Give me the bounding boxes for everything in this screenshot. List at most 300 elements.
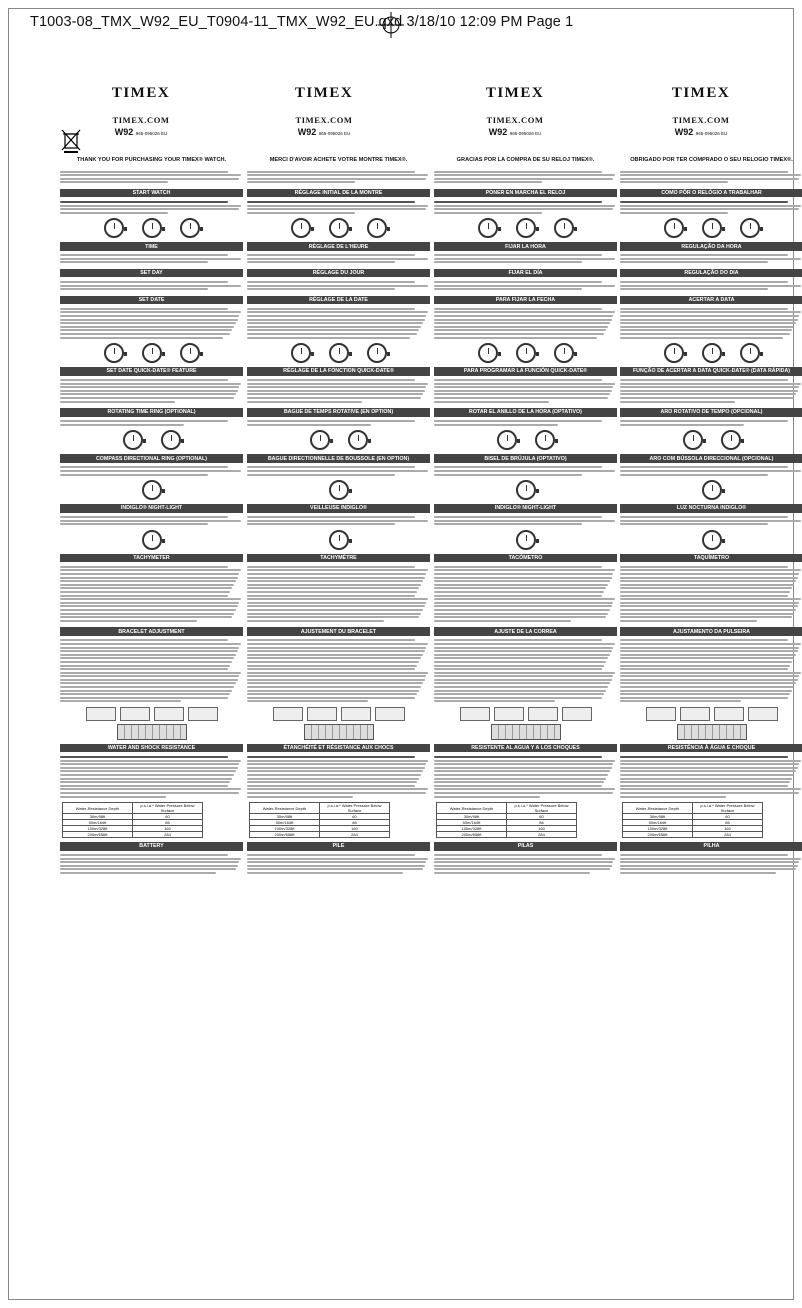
text-line — [247, 319, 425, 321]
text-line — [60, 700, 181, 702]
column-title: THANK YOU FOR PURCHASING YOUR TIMEX® WATCH. — [76, 157, 227, 163]
section-heading: RÉGLAGE DE L'HEURE — [247, 242, 430, 250]
section — [247, 189, 430, 238]
text-line — [247, 587, 419, 589]
text-line — [620, 620, 757, 622]
text-line — [434, 401, 549, 403]
text-line — [434, 174, 615, 176]
text-line — [620, 598, 801, 600]
text-line — [620, 205, 801, 207]
model-code: 965-095026 EU — [695, 131, 728, 136]
table-cell: 160 — [507, 826, 577, 832]
table-cell: 100m/328ft — [63, 826, 133, 832]
water-resistance-table — [622, 802, 763, 838]
text-line — [247, 281, 415, 283]
bracelet-diagram — [620, 707, 802, 721]
text-line — [60, 609, 236, 611]
text-line — [620, 639, 788, 641]
watch-icon — [367, 343, 387, 363]
text-line — [60, 605, 238, 607]
section-heading: SET DATE QUICK-DATE® FEATURE — [60, 367, 243, 375]
section — [60, 842, 243, 876]
section-heading: REGULAÇÃO DA HORA — [620, 242, 802, 250]
bracelet-diagram — [60, 707, 243, 721]
section-heading: RÉGLAGE DE LA FONCTION QUICK-DATE® — [247, 367, 430, 375]
text-line — [247, 393, 423, 395]
bracelet-step-icon — [494, 707, 524, 721]
column-title: MERCI D'AVOIR ACHETÉ VOTRE MONTRE TIMEX®. — [269, 157, 408, 163]
text-line — [434, 591, 604, 593]
text-line — [434, 523, 582, 525]
text-line — [247, 686, 421, 688]
watch-icon — [329, 343, 349, 363]
watch-icon — [516, 218, 536, 238]
text-line — [60, 401, 175, 403]
text-line — [60, 668, 228, 670]
watch-diagram — [434, 218, 617, 238]
section-body — [434, 199, 617, 215]
text-line — [247, 308, 415, 310]
section — [247, 554, 430, 623]
text-line — [620, 872, 776, 874]
section — [620, 504, 802, 550]
text-line — [60, 516, 228, 518]
bracelet-icon — [304, 724, 374, 740]
text-line — [434, 643, 615, 645]
bracelet-step-icon — [680, 707, 710, 721]
watch-icon — [142, 530, 162, 550]
bracelet-step-icon — [307, 707, 337, 721]
watch-icon — [516, 343, 536, 363]
section-body — [60, 853, 243, 876]
section — [620, 454, 802, 500]
text-line — [247, 201, 415, 203]
section — [60, 367, 243, 404]
section — [247, 504, 430, 550]
text-line — [620, 643, 801, 645]
table-header-cell: p.s.i.a.* Water Pressure Below Surface — [133, 803, 203, 814]
watch-icon — [740, 218, 760, 238]
section-heading: TIME — [60, 242, 243, 250]
text-line — [434, 379, 602, 381]
text-line — [60, 322, 236, 324]
instruction-column — [434, 157, 617, 1282]
text-line — [434, 420, 602, 422]
brand-logo: TIMEX — [111, 85, 171, 101]
watch-icon — [142, 218, 162, 238]
table-cell: 160 — [320, 826, 390, 832]
section-heading: PONER EN MARCHA EL RELOJ — [434, 189, 617, 197]
column-header — [234, 85, 414, 137]
watch-icon — [142, 343, 162, 363]
section-heading: RESISTÊNCIA À ÁGUA E CHOQUE — [620, 744, 802, 752]
model-number: W92 965-095026 EU — [297, 127, 351, 137]
watch-diagram — [247, 480, 430, 500]
model-code: 965-095026 EU — [318, 131, 351, 136]
text-line — [60, 616, 232, 618]
text-line — [434, 792, 613, 794]
text-line — [620, 288, 768, 290]
text-line — [434, 329, 606, 331]
intro-text — [60, 169, 243, 185]
text-line — [434, 208, 613, 210]
text-line — [620, 861, 799, 863]
text-line — [247, 254, 415, 256]
text-line — [60, 591, 230, 593]
section-body — [247, 853, 430, 876]
text-line — [247, 682, 423, 684]
bracelet-step-icon — [748, 707, 778, 721]
section — [620, 296, 802, 363]
text-line — [247, 390, 425, 392]
text-line — [620, 858, 801, 860]
text-line — [247, 337, 410, 339]
text-line — [434, 178, 613, 180]
watch-icon — [683, 430, 703, 450]
text-line — [247, 868, 423, 870]
section-heading: ARO ROTATIVO DE TEMPO (OPCIONAL) — [620, 408, 802, 416]
section-heading: ROTATING TIME RING (OPTIONAL) — [60, 408, 243, 416]
text-line — [247, 665, 417, 667]
brand-logo: TIMEX — [294, 85, 354, 101]
table-cell: 50m/164ft — [437, 820, 507, 826]
water-resistance-table — [436, 802, 577, 838]
text-line — [247, 322, 423, 324]
text-line — [60, 858, 241, 860]
watch-diagram — [620, 218, 802, 238]
section — [620, 367, 802, 404]
text-line — [60, 788, 241, 790]
section-heading: COMPASS DIRECTIONAL RING (OPTIONAL) — [60, 454, 243, 462]
watch-icon — [367, 218, 387, 238]
text-line — [60, 171, 228, 173]
table-cell: 50m/164ft — [63, 820, 133, 826]
watch-icon — [310, 430, 330, 450]
text-line — [247, 639, 415, 641]
section-heading: FUNÇÃO DE ACERTAR A DATA QUICK-DATE® (DATA RÁPIDA) — [620, 367, 802, 375]
section-body — [247, 306, 430, 340]
section — [620, 189, 802, 238]
text-line — [60, 569, 241, 571]
section-body — [620, 515, 802, 527]
text-line — [247, 770, 423, 772]
text-line — [620, 595, 788, 597]
text-line — [60, 672, 241, 674]
text-line — [247, 643, 428, 645]
brand-logo: TIMEX — [485, 85, 545, 101]
text-line — [247, 598, 428, 600]
text-line — [620, 390, 798, 392]
bracelet-icon — [117, 724, 187, 740]
text-line — [60, 208, 239, 210]
watch-icon — [142, 480, 162, 500]
watch-icon — [104, 343, 124, 363]
text-line — [60, 311, 241, 313]
section-body — [620, 199, 802, 215]
section — [60, 554, 243, 623]
model-number: W92 965-095026 EU — [674, 127, 728, 137]
text-line — [60, 682, 236, 684]
text-line — [60, 566, 228, 568]
text-line — [620, 672, 801, 674]
text-line — [247, 595, 415, 597]
section-body — [434, 253, 617, 265]
text-line — [434, 872, 590, 874]
section — [247, 842, 430, 876]
section-heading: VEILLEUSE INDIGLO® — [247, 504, 430, 512]
section-body — [247, 564, 430, 623]
section — [620, 554, 802, 623]
section-heading: PARA FIJAR LA FECHA — [434, 296, 617, 304]
section-body — [247, 279, 430, 291]
text-line — [60, 650, 238, 652]
text-line — [60, 785, 228, 787]
text-line — [434, 569, 615, 571]
instruction-column — [60, 157, 243, 1282]
text-line — [434, 679, 612, 681]
text-line — [247, 792, 426, 794]
section-heading: LUZ NOCTURNA INDIGLO® — [620, 504, 802, 512]
text-line — [247, 333, 417, 335]
text-line — [434, 672, 615, 674]
section — [247, 367, 430, 404]
text-line — [620, 580, 796, 582]
section — [60, 627, 243, 740]
intro-text — [434, 169, 617, 185]
watch-icon — [329, 218, 349, 238]
text-line — [434, 613, 608, 615]
text-line — [60, 261, 208, 263]
section — [434, 554, 617, 623]
section-heading: AJUSTAMENTO DA PULSEIRA — [620, 627, 802, 635]
section — [247, 269, 430, 292]
text-line — [620, 661, 792, 663]
watch-diagram — [434, 343, 617, 363]
bracelet-step-icon — [86, 707, 116, 721]
text-line — [434, 665, 604, 667]
watch-icon — [554, 343, 574, 363]
text-line — [434, 686, 608, 688]
text-line — [434, 595, 602, 597]
section — [60, 269, 243, 292]
section-body — [247, 253, 430, 265]
section — [247, 408, 430, 450]
text-line — [247, 420, 415, 422]
section — [434, 408, 617, 450]
text-line — [247, 647, 426, 649]
text-line — [60, 386, 239, 388]
text-line — [247, 212, 355, 214]
table-header-cell: p.s.i.a.* Water Pressure Below Surface — [320, 803, 390, 814]
text-line — [247, 785, 415, 787]
text-line — [247, 788, 428, 790]
table-cell: 200m/656ft — [63, 832, 133, 838]
text-line — [434, 675, 613, 677]
text-line — [620, 516, 788, 518]
section-body — [434, 853, 617, 876]
text-line — [620, 647, 799, 649]
watch-icon — [348, 430, 368, 450]
bracelet-step-icon — [646, 707, 676, 721]
text-line — [434, 616, 606, 618]
section-heading: BAGUE DE TEMPS ROTATIVE (EN OPTION) — [247, 408, 430, 416]
text-line — [247, 386, 426, 388]
text-line — [60, 679, 238, 681]
text-line — [434, 577, 612, 579]
text-line — [620, 679, 798, 681]
text-line — [247, 258, 428, 260]
section-body — [434, 638, 617, 704]
section-heading: FIJAR LA HORA — [434, 242, 617, 250]
watch-icon — [104, 218, 124, 238]
text-line — [60, 466, 228, 468]
section-body — [434, 419, 617, 428]
text-line — [434, 171, 602, 173]
section-heading: RÉGLAGE INITIAL DE LA MONTRE — [247, 189, 430, 197]
text-line — [434, 580, 610, 582]
section-body — [247, 638, 430, 704]
bracelet-step-icon — [341, 707, 371, 721]
section-body — [247, 465, 430, 477]
section-heading: PILAS — [434, 842, 617, 850]
text-line — [434, 760, 615, 762]
text-line — [434, 788, 615, 790]
table-row — [63, 832, 203, 838]
text-line — [247, 573, 426, 575]
text-line — [60, 470, 241, 472]
table-cell: 30m/98ft — [250, 814, 320, 820]
section-heading: TACHYMETER — [60, 554, 243, 562]
text-line — [434, 767, 612, 769]
text-line — [434, 281, 602, 283]
text-line — [620, 329, 792, 331]
brand-website: TIMEX.COM — [295, 115, 353, 125]
table-cell: 160 — [133, 826, 203, 832]
text-line — [434, 383, 615, 385]
watch-icon — [702, 480, 722, 500]
watch-icon — [161, 430, 181, 450]
text-line — [60, 665, 230, 667]
text-line — [60, 285, 241, 287]
text-line — [434, 605, 612, 607]
text-line — [434, 602, 613, 604]
text-line — [60, 474, 208, 476]
text-line — [620, 474, 768, 476]
watch-diagram — [60, 480, 243, 500]
text-line — [620, 261, 768, 263]
text-line — [620, 865, 798, 867]
column-title: OBRIGADO POR TER COMPRADO O SEU RELÓGIO TIMEX®. — [630, 157, 793, 163]
text-line — [620, 693, 790, 695]
text-line — [247, 383, 428, 385]
text-line — [247, 602, 426, 604]
section-body — [60, 465, 243, 477]
text-line — [60, 258, 241, 260]
table-cell: 284 — [693, 832, 763, 838]
text-line — [60, 686, 234, 688]
file-header: T1003-08_TMX_W92_EU_T0904-11_TMX_W92_EU.qxd 3/18/10 12:09 PM Page 1 — [30, 14, 574, 30]
text-line — [247, 424, 371, 426]
text-line — [247, 474, 395, 476]
section-heading: TACHYMÈTRE — [247, 554, 430, 562]
text-line — [434, 682, 610, 684]
section-heading: SET DAY — [60, 269, 243, 277]
table-cell: 200m/656ft — [437, 832, 507, 838]
text-line — [247, 470, 428, 472]
text-line — [60, 675, 239, 677]
watch-diagram — [434, 480, 617, 500]
section — [434, 242, 617, 265]
text-line — [434, 697, 602, 699]
text-line — [60, 587, 232, 589]
text-line — [434, 285, 615, 287]
text-line — [434, 319, 612, 321]
text-line — [60, 397, 234, 399]
section-heading: PILHA — [620, 842, 802, 850]
section — [60, 296, 243, 363]
section-body — [247, 199, 430, 215]
text-line — [247, 760, 428, 762]
text-line — [60, 315, 239, 317]
text-line — [620, 254, 788, 256]
text-line — [60, 573, 239, 575]
text-line — [60, 319, 238, 321]
text-line — [434, 516, 602, 518]
bracelet-diagram — [434, 707, 617, 721]
section-body — [434, 279, 617, 291]
text-line — [247, 577, 425, 579]
watch-icon — [702, 218, 722, 238]
section — [434, 296, 617, 363]
watch-diagram — [60, 343, 243, 363]
text-line — [620, 178, 799, 180]
text-line — [247, 261, 395, 263]
text-line — [247, 566, 415, 568]
text-line — [60, 602, 239, 604]
section-heading: TAQUÍMETRO — [620, 554, 802, 562]
section — [60, 744, 243, 838]
text-line — [60, 643, 241, 645]
text-line — [434, 661, 606, 663]
text-line — [247, 288, 395, 290]
text-line — [620, 258, 801, 260]
section-heading: AJUSTE DE LA CORREA — [434, 627, 617, 635]
text-line — [620, 337, 783, 339]
text-line — [247, 569, 428, 571]
text-line — [60, 693, 230, 695]
model-number: W92 965-095026 EU — [488, 127, 542, 137]
text-line — [60, 756, 228, 758]
text-line — [434, 466, 602, 468]
text-line — [60, 577, 238, 579]
model-number: W92 965-095026 EU — [114, 127, 168, 137]
section-body — [434, 306, 617, 340]
section-body — [620, 253, 802, 265]
table-row — [437, 832, 577, 838]
table-cell: 200m/656ft — [623, 832, 693, 838]
section-heading: WATER AND SHOCK RESISTANCE — [60, 744, 243, 752]
text-line — [434, 639, 602, 641]
table-cell: 30m/98ft — [63, 814, 133, 820]
section-body — [247, 515, 430, 527]
text-line — [247, 858, 428, 860]
text-line — [60, 212, 168, 214]
section — [434, 744, 617, 838]
text-line — [620, 796, 726, 798]
watch-icon — [740, 343, 760, 363]
text-line — [434, 261, 582, 263]
text-line — [434, 868, 610, 870]
